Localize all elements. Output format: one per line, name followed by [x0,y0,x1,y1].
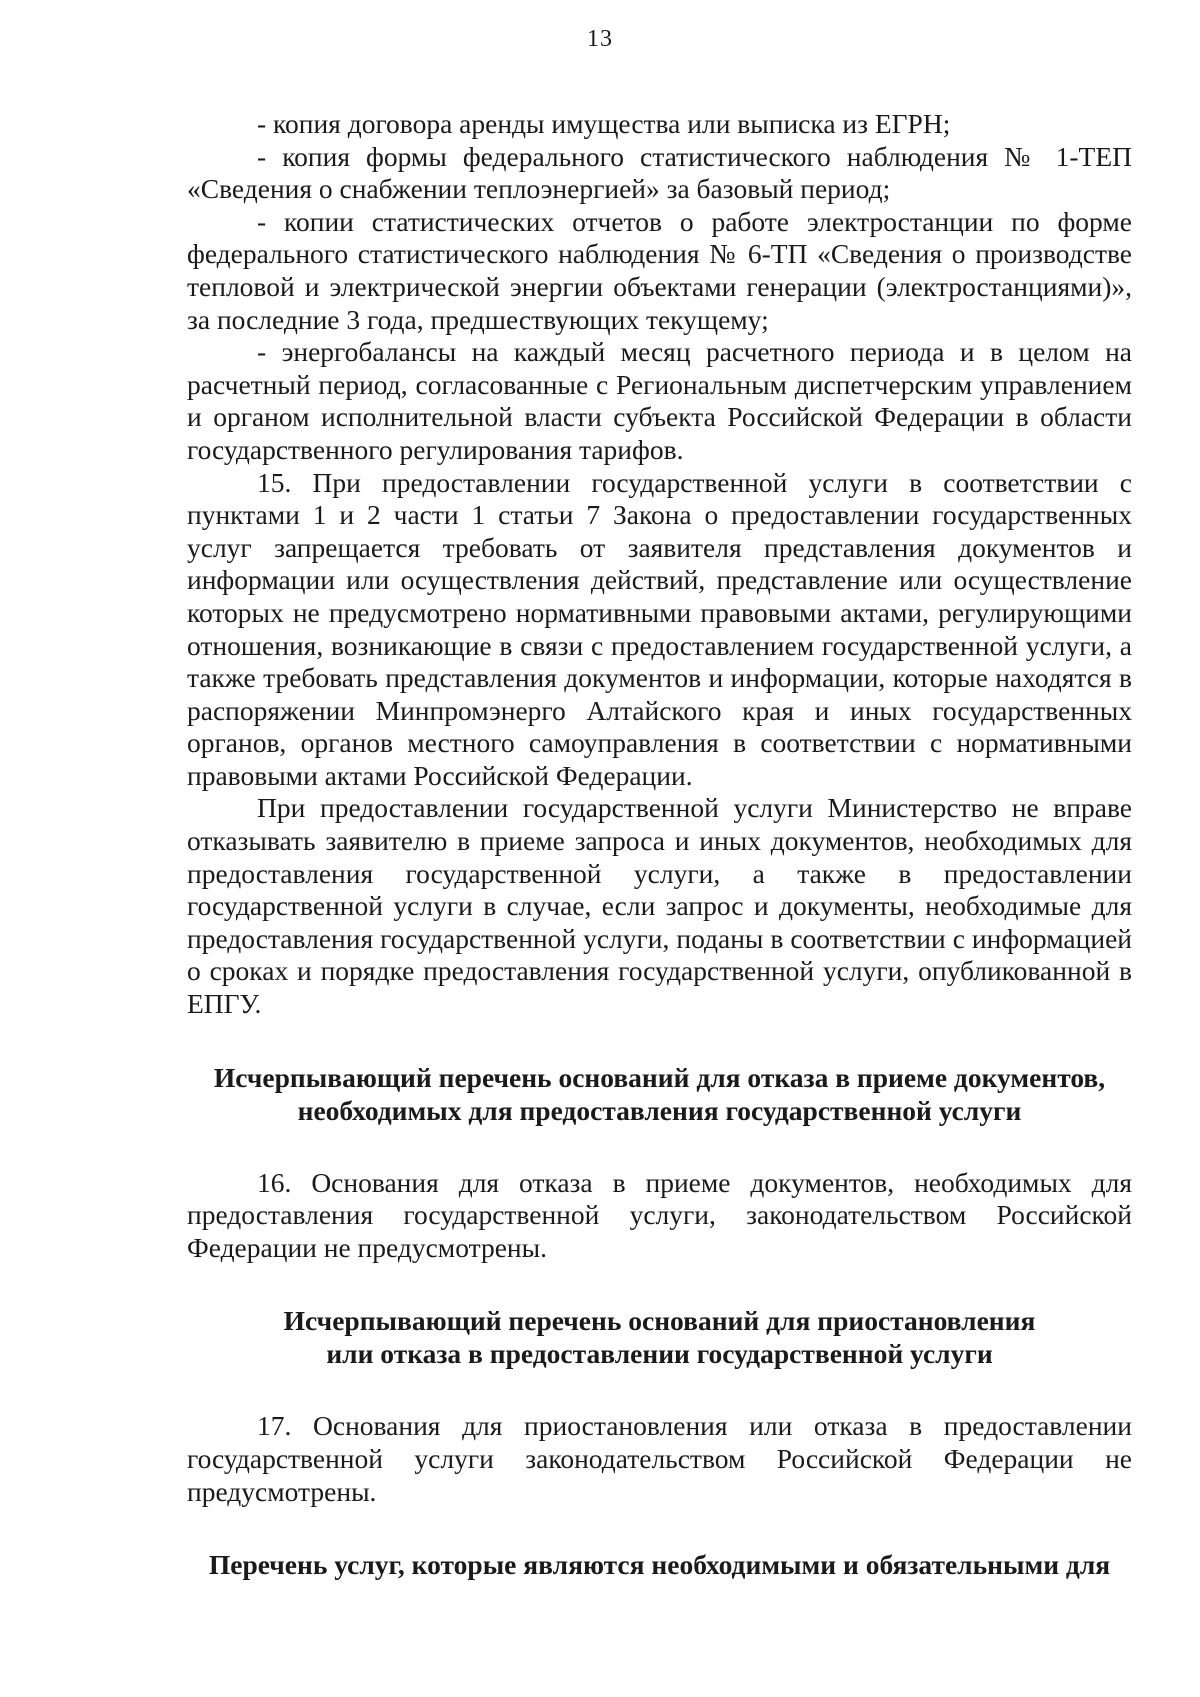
section-gap [187,1370,1132,1410]
page-number: 13 [587,26,613,52]
section-gap [187,1508,1132,1548]
paragraph-6-tp-reports: - копии статистических отчетов о работе электростанции по форме федерального статистического наблюдения № 6-ТП «Сведения о производстве тепловой и электрической энергии объектами генерации (электростанциями)», за последние 3 года, предшествующих текущему; [187,205,1132,335]
document-body [187,108,1132,1581]
heading-line: Исчерпывающий перечень оснований для приостановления [283,1305,1036,1337]
heading-line: Исчерпывающий перечень оснований для отказа в приеме документов, [213,1061,1106,1093]
paragraph-ministry-refusal: При предоставлении государственной услуги Министерство не вправе отказывать заявителю в приеме запроса и иных документов, необходимых для предоставления государственной услуги, а также в предоставлении государственной услуги в случае, если запрос и документы, необходимые для предоставления государственной услуги, поданы в соответствии с информацией о сроках и порядке предоставления государственной услуги, опубликованной в ЕПГУ. [187,792,1132,1020]
paragraph-1-tep-form: - копия формы федерального статистического наблюдения № 1-ТЕП «Сведения о снабжении теплоэнергией» за базовый период; [187,140,1132,205]
heading-line: необходимых для предоставления государственной услуги [297,1094,1022,1126]
section-heading-refusal-documents [187,1061,1132,1127]
paragraph-15: 15. При предоставлении государственной услуги в соответствии с пунктами 1 и 2 части 1 статьи 7 Закона о предоставлении государственных услуг запрещается требовать от заявителя представления документов и информации или осуществления действий, представление или осуществление которых не предусмотрено нормативными правовыми актами, регулирующими отношения, возникающие в связи с предоставлением государственной услуги, а также требовать представления документов и информации, которые находятся в распоряжении Минпромэнерго Алтайского края и иных государственных органов, органов местного самоуправления в соответствии с нормативными правовыми актами Российской Федерации. [187,466,1132,791]
paragraph-17: 17. Основания для приостановления или отказа в предоставлении государственной услуги законодательством Российской Федерации не предусмотрены. [187,1410,1132,1507]
section-gap [187,1127,1132,1167]
section-gap [187,1021,1132,1061]
paragraph-egrn-copy: - копия договора аренды имущества или выписка из ЕГРН; [257,108,951,139]
section-heading-required-services [187,1548,1132,1581]
paragraph-16: 16. Основания для отказа в приеме документов, необходимых для предоставления государственной услуги, законодательством Российской Федерации не предусмотрены. [187,1166,1132,1263]
heading-line: или отказа в предоставлении государственной услуги [326,1338,993,1370]
section-gap [187,1264,1132,1304]
section-heading-suspension [187,1304,1132,1370]
paragraph-energy-balances: - энергобалансы на каждый месяц расчетного периода и в целом на расчетный период, согласованные с Региональным диспетчерским управлением и органом исполнительной власти субъекта Российской Федерации в области государственного регулирования тарифов. [187,336,1132,465]
heading-line: Перечень услуг, которые являются необходимыми и обязательными для [208,1549,1111,1581]
